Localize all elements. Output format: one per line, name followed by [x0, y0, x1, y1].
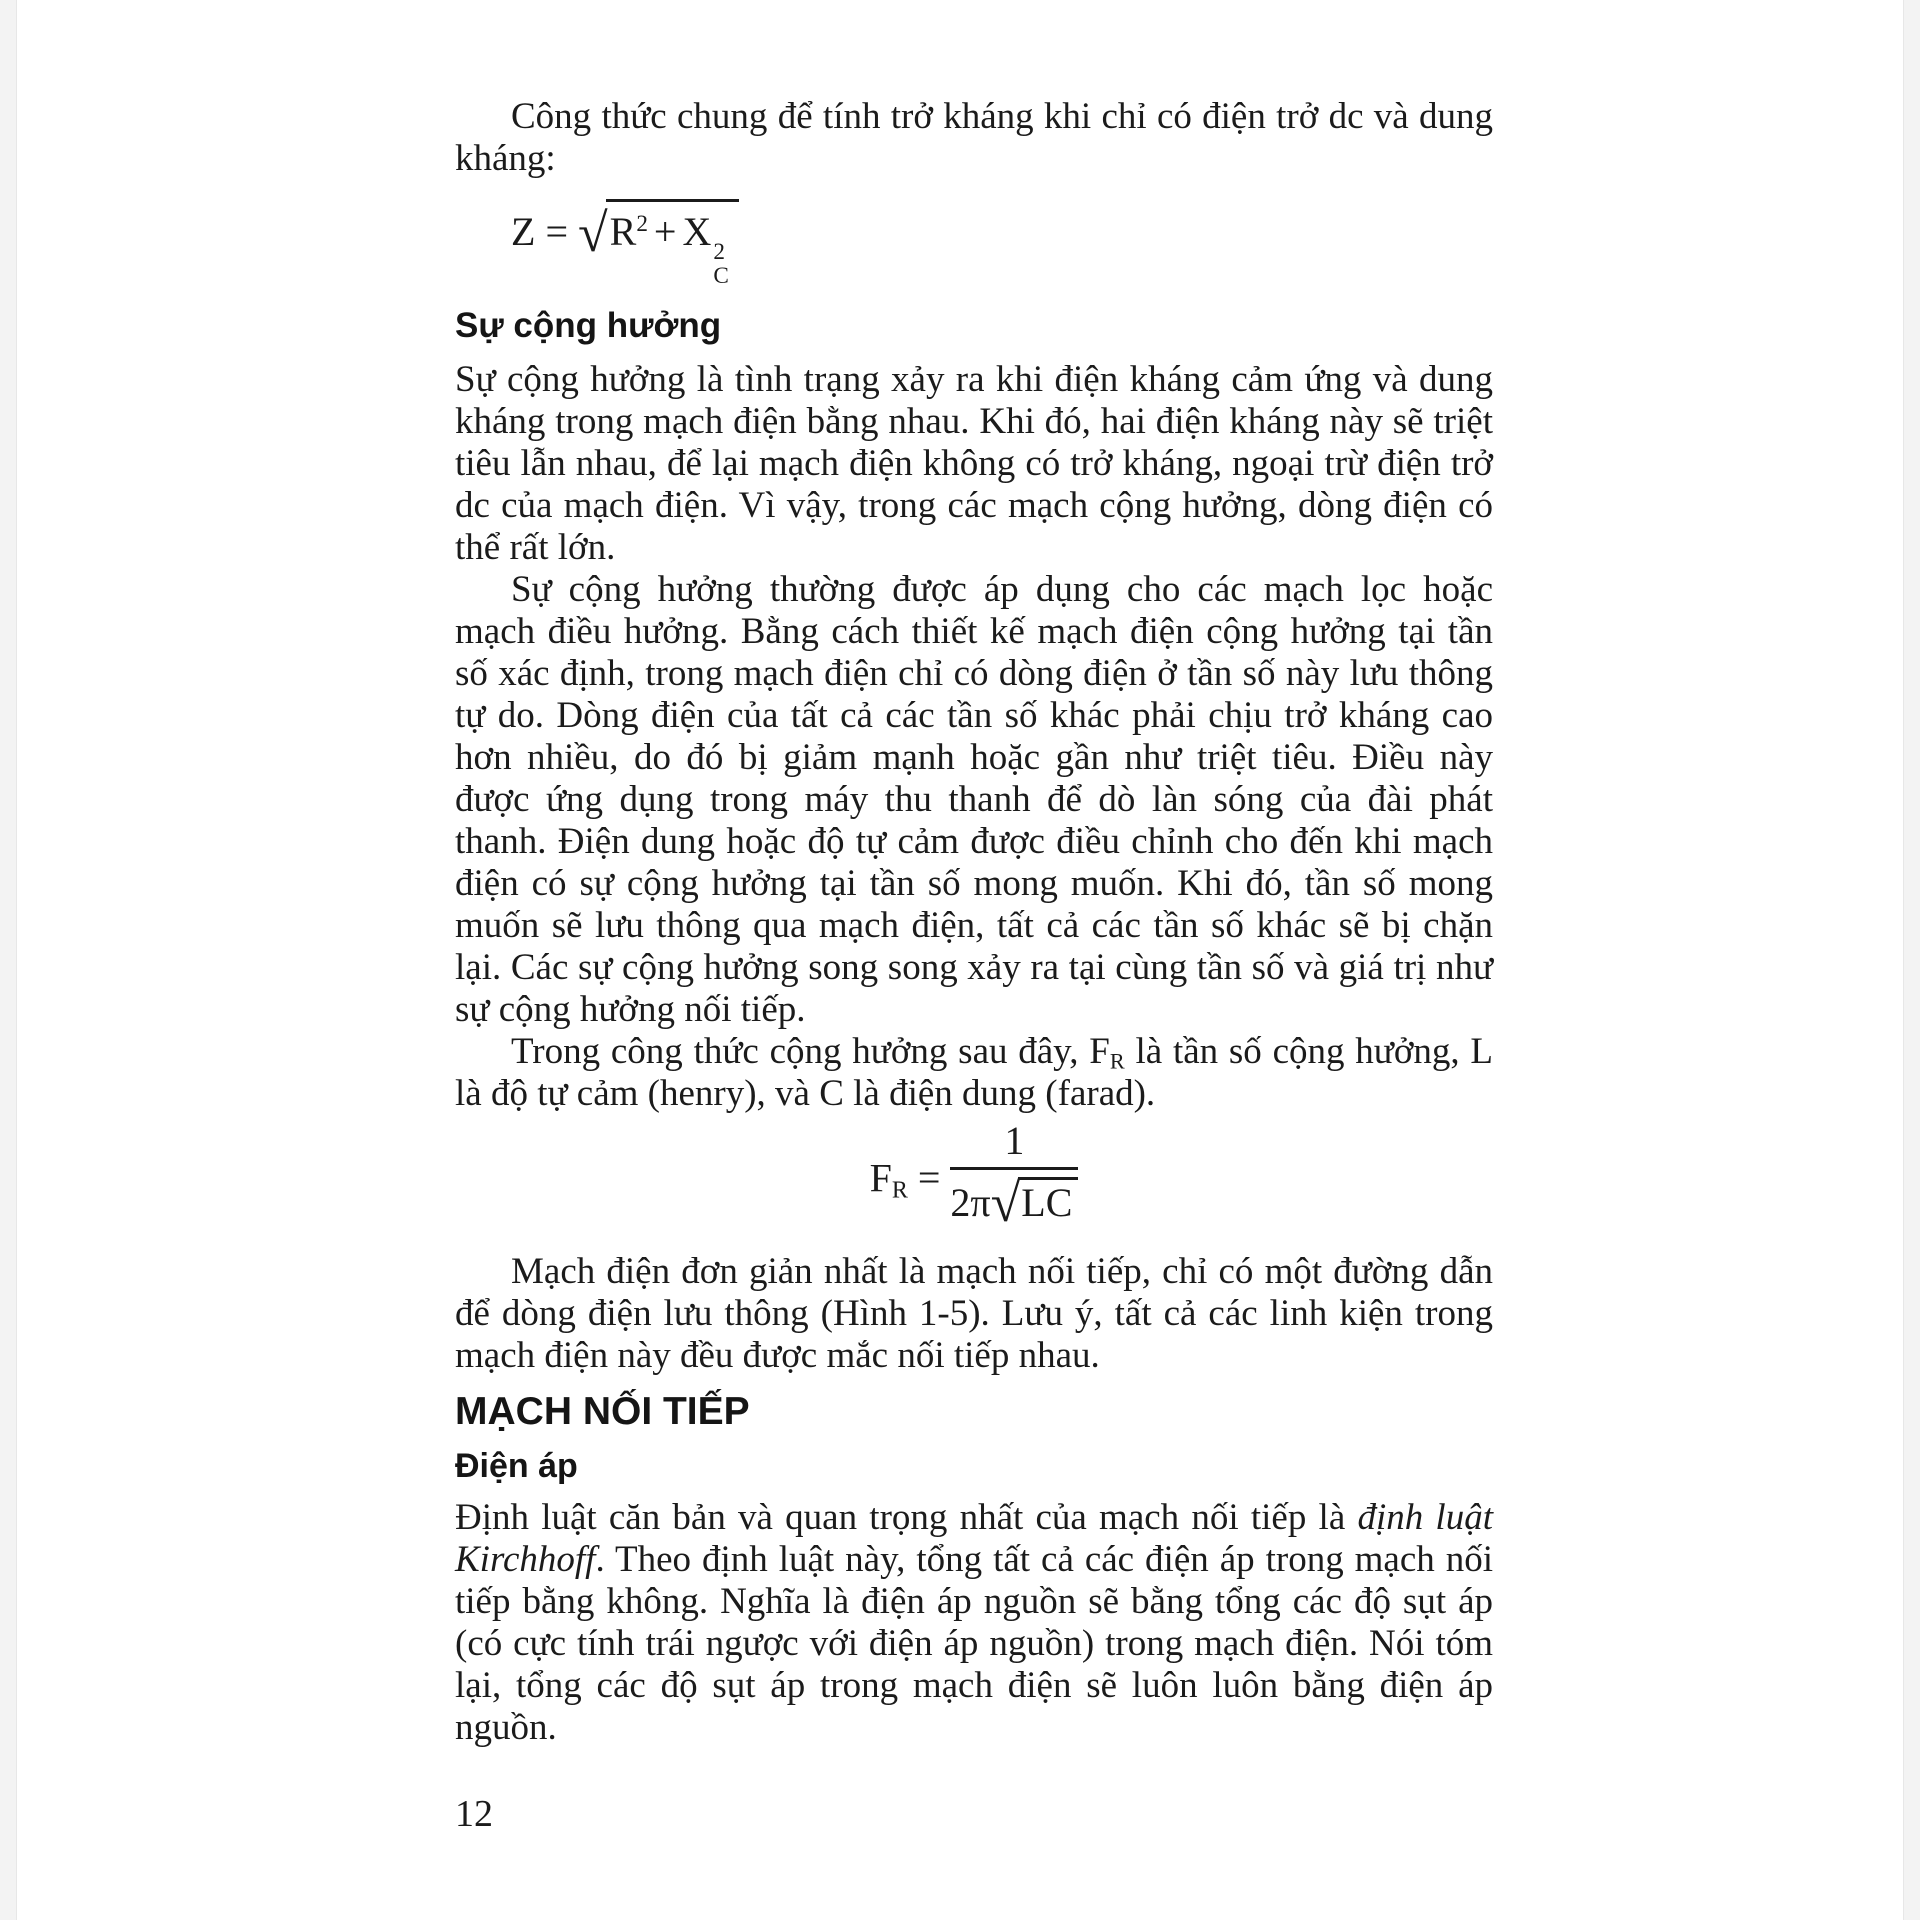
- radical-sign-icon: √: [990, 1172, 1019, 1233]
- fr-subscript: R: [1109, 1048, 1125, 1074]
- equals-sign: =: [917, 1155, 941, 1201]
- kirchhoff-text-1: Định luật căn bản và quan trọng nhất của mạch nối tiếp là: [455, 1497, 1358, 1539]
- term-x-exponent: 2: [713, 239, 725, 265]
- radicand-lc: LC: [1018, 1177, 1078, 1225]
- resonance-paragraph-1: Sự cộng hưởng là tình trạng xảy ra khi điện kháng cảm ứng và dung kháng trong mạch điện bằng nhau. Khi đó, hai điện kháng này sẽ triệt tiêu lẫn nhau, để lại mạch điện không có trở kháng, ngoại trừ điện trở dc của mạch điện. Vì vậy, trong các mạch cộng hưởng, dòng điện có thể rất lớn.: [455, 358, 1493, 568]
- scan-left-edge: [0, 0, 17, 1920]
- square-root: [578, 203, 739, 290]
- equals-sign: =: [545, 209, 568, 254]
- two-pi: 2π: [950, 1179, 991, 1225]
- radicand: [606, 199, 739, 289]
- resonance-paragraph-2: Sự cộng hưởng thường được áp dụng cho các mạch lọc hoặc mạch điều hưởng. Bằng cách thiết kế mạch điện cộng hưởng tại tần số xác định, trong mạch điện chỉ có dòng điện ở tần số này lưu thông tự do. Dòng điện của tất cả các tần số khác phải chịu trở kháng cao hơn nhiều, do đó bị giảm mạnh hoặc gần như triệt tiêu. Điều này được ứng dụng trong máy thu thanh để dò làn sóng của đài phát thanh. Điện dung hoặc độ tự cảm được điều chỉnh cho đến khi mạch điện có sự cộng hưởng tại tần số mong muốn. Khi đó, tần số mong muốn sẽ lưu thông qua mạch điện, tất cả các tần số khác sẽ bị chặn lại. Các sự cộng hưởng song song xảy ra tại cùng tần số và giá trị như sự cộng hưởng nối tiếp.: [455, 568, 1493, 1030]
- resonance-formula-intro-paragraph: [455, 1031, 1493, 1115]
- radical-sign-icon: √: [578, 203, 606, 263]
- square-root: [990, 1172, 1079, 1233]
- fraction: [950, 1119, 1078, 1233]
- fr-base: F: [869, 1155, 892, 1201]
- formula-intro-text-2: là tần số cộng hưởng, L là độ tự cảm (henry), và C là điện dung (farad).: [455, 1030, 1494, 1114]
- fraction-numerator: 1: [1004, 1117, 1025, 1163]
- kirchhoff-paragraph: [455, 1497, 1493, 1749]
- scan-right-edge: [1903, 0, 1920, 1920]
- formula-lhs: Z: [511, 209, 536, 254]
- term-r-exponent: 2: [636, 211, 648, 237]
- fraction-denominator: [950, 1167, 1078, 1233]
- resonance-section-heading: Sự cộng hưởng: [455, 305, 722, 345]
- fr-sub: R: [891, 1177, 908, 1204]
- plus-sign: +: [653, 209, 677, 254]
- resonance-frequency-formula: [455, 1117, 1493, 1239]
- series-intro-paragraph: Mạch điện đơn giản nhất là mạch nối tiếp, chỉ có một đường dẫn để dòng điện lưu thông (Hình 1-5). Lưu ý, tất cả các linh kiện trong mạch điện này đều được mắc nối tiếp nhau.: [455, 1251, 1493, 1377]
- intro-paragraph: Công thức chung để tính trở kháng khi chỉ có điện trở dc và dung kháng:: [455, 96, 1493, 179]
- term-x: X: [682, 209, 712, 254]
- term-r: R: [609, 209, 637, 254]
- page-content: [455, 96, 1493, 1835]
- formula-intro-text-1: Trong công thức cộng hưởng sau đây, F: [511, 1030, 1110, 1072]
- kirchhoff-text-2: . Theo định luật này, tổng tất cả các điện áp trong mạch nối tiếp bằng không. Nghĩa là điện áp nguồn sẽ bằng tổng các độ sụt áp (có cực tính trái ngược với điện áp nguồn) trong mạch điện. Nói tóm lại, tổng các độ sụt áp trong mạch điện sẽ luôn luôn bằng điện áp nguồn.: [455, 1539, 1493, 1749]
- series-section-heading: MẠCH NỐI TIẾP: [455, 1390, 750, 1434]
- impedance-formula: [511, 196, 1493, 289]
- page-number: 12: [455, 1793, 493, 1836]
- term-x-subscript: C: [713, 263, 729, 290]
- voltage-subheading: Điện áp: [455, 1447, 578, 1486]
- term-x-supsub: [713, 240, 728, 289]
- kirchhoff-law-italic: định luật Kirchhoff: [455, 1497, 1493, 1581]
